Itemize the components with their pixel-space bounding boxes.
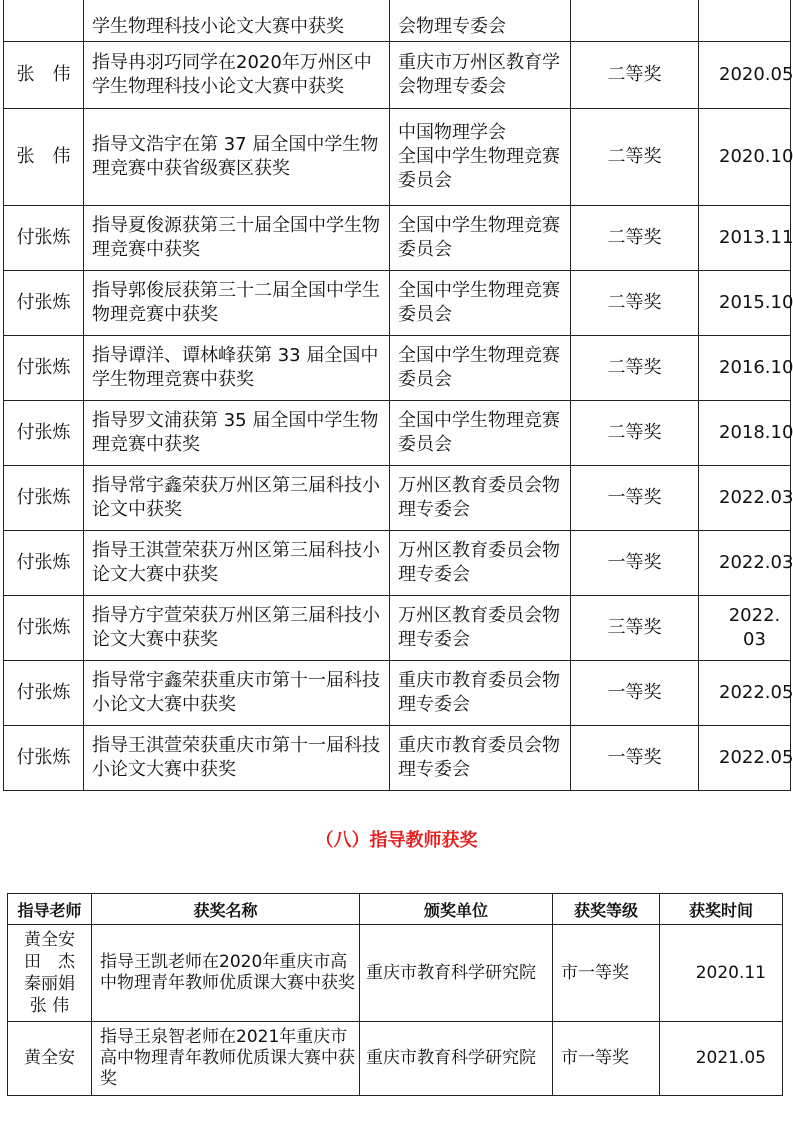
award-level: 一等奖 — [571, 726, 699, 791]
award-description: 指导王淇萱荣获重庆市第十一届科技小论文大赛中获奖 — [84, 726, 390, 791]
teacher-name: 付张炼 — [4, 336, 84, 401]
award-date: 2020.10 — [699, 109, 791, 206]
award-level: 二等奖 — [571, 401, 699, 466]
award-level: 三等奖 — [571, 596, 699, 661]
award-organization: 重庆市教育科学研究院 — [360, 1022, 553, 1096]
table-row — [4, 401, 791, 466]
teacher-name: 张 伟 — [4, 109, 84, 206]
award-description: 指导王泉智老师在2021年重庆市高中物理青年教师优质课大赛中获奖 — [92, 1022, 360, 1096]
column-header: 指导老师 — [8, 894, 92, 925]
teacher-name: 张 伟 — [4, 42, 84, 109]
column-header: 颁奖单位 — [360, 894, 553, 925]
award-organization: 中国物理学会 全国中学生物理竞赛委员会 — [390, 109, 571, 206]
award-level: 二等奖 — [571, 206, 699, 271]
table-row — [4, 336, 791, 401]
teacher-names: 黄全安 — [8, 1022, 92, 1096]
award-level: 二等奖 — [571, 42, 699, 109]
award-level: 二等奖 — [571, 271, 699, 336]
award-level: 市一等奖 — [553, 925, 660, 1022]
award-description: 指导常宇鑫荣获万州区第三届科技小论文中获奖 — [84, 466, 390, 531]
award-organization: 重庆市教育委员会物理专委会 — [390, 726, 571, 791]
award-date: 2015.10 — [699, 271, 791, 336]
teacher-name: 付张炼 — [4, 596, 84, 661]
teacher-name: 付张炼 — [4, 271, 84, 336]
award-organization: 万州区教育委员会物理专委会 — [390, 596, 571, 661]
column-header: 获奖名称 — [92, 894, 360, 925]
table-row — [4, 109, 791, 206]
award-description: 指导方宇萱荣获万州区第三届科技小论文大赛中获奖 — [84, 596, 390, 661]
table-row — [4, 42, 791, 109]
column-header: 获奖时间 — [660, 894, 783, 925]
teacher-name — [4, 0, 84, 42]
table-header-row — [8, 894, 783, 925]
award-organization: 重庆市万州区教育学会物理专委会 — [390, 42, 571, 109]
section-title: （八）指导教师获奖 — [315, 830, 478, 851]
award-date: 2022.03 — [699, 466, 791, 531]
award-organization: 全国中学生物理竞赛委员会 — [390, 336, 571, 401]
award-description: 学生物理科技小论文大赛中获奖 — [84, 0, 390, 42]
award-date: 2013.11 — [699, 206, 791, 271]
award-date: 2022.03 — [699, 531, 791, 596]
table-row — [8, 925, 783, 1022]
award-description: 指导常宇鑫荣获重庆市第十一届科技小论文大赛中获奖 — [84, 661, 390, 726]
award-level: 一等奖 — [571, 531, 699, 596]
teacher-name: 付张炼 — [4, 466, 84, 531]
column-header: 获奖等级 — [553, 894, 660, 925]
table-row — [4, 466, 791, 531]
award-description: 指导王淇萱荣获万州区第三届科技小论文大赛中获奖 — [84, 531, 390, 596]
award-date: 2018.10 — [699, 401, 791, 466]
table-row — [8, 1022, 783, 1096]
teacher-name: 付张炼 — [4, 726, 84, 791]
award-date: 2022.05 — [699, 661, 791, 726]
award-level: 一等奖 — [571, 466, 699, 531]
award-organization: 全国中学生物理竞赛委员会 — [390, 271, 571, 336]
award-level: 市一等奖 — [553, 1022, 660, 1096]
award-organization: 全国中学生物理竞赛委员会 — [390, 401, 571, 466]
award-level: 二等奖 — [571, 336, 699, 401]
teacher-awards-table — [7, 893, 783, 1096]
teacher-name: 付张炼 — [4, 401, 84, 466]
award-description: 指导郭俊辰获第三十二届全国中学生物理竞赛中获奖 — [84, 271, 390, 336]
award-date: 2020.05 — [699, 42, 791, 109]
awards-table — [3, 0, 791, 791]
award-date: 2021.05 — [660, 1022, 783, 1096]
table-row — [4, 206, 791, 271]
award-organization: 全国中学生物理竞赛委员会 — [390, 206, 571, 271]
table-row — [4, 531, 791, 596]
award-organization: 万州区教育委员会物理专委会 — [390, 466, 571, 531]
award-date — [699, 0, 791, 42]
award-description: 指导谭洋、谭林峰获第 33 届全国中学生物理竞赛中获奖 — [84, 336, 390, 401]
award-level — [571, 0, 699, 42]
award-description: 指导罗文浦获第 35 届全国中学生物理竞赛中获奖 — [84, 401, 390, 466]
teacher-name: 付张炼 — [4, 206, 84, 271]
award-date: 2022. 03 — [699, 596, 791, 661]
table-row — [4, 271, 791, 336]
award-description: 指导王凯老师在2020年重庆市高中物理青年教师优质课大赛中获奖 — [92, 925, 360, 1022]
award-organization: 万州区教育委员会物理专委会 — [390, 531, 571, 596]
award-organization: 会物理专委会 — [390, 0, 571, 42]
award-level: 一等奖 — [571, 661, 699, 726]
table-row — [4, 0, 791, 42]
teacher-name: 付张炼 — [4, 661, 84, 726]
award-organization: 重庆市教育科学研究院 — [360, 925, 553, 1022]
award-date: 2020.11 — [660, 925, 783, 1022]
table-row — [4, 661, 791, 726]
award-organization: 重庆市教育委员会物理专委会 — [390, 661, 571, 726]
table-row — [4, 726, 791, 791]
award-description: 指导夏俊源获第三十届全国中学生物理竞赛中获奖 — [84, 206, 390, 271]
award-level: 二等奖 — [571, 109, 699, 206]
award-date: 2016.10 — [699, 336, 791, 401]
teacher-names: 黄全安 田 杰 秦丽娟 张 伟 — [8, 925, 92, 1022]
table-row — [4, 596, 791, 661]
award-description: 指导文浩宇在第 37 届全国中学生物理竞赛中获省级赛区获奖 — [84, 109, 390, 206]
award-date: 2022.05 — [699, 726, 791, 791]
teacher-name: 付张炼 — [4, 531, 84, 596]
award-description: 指导冉羽巧同学在2020年万州区中学生物理科技小论文大赛中获奖 — [84, 42, 390, 109]
